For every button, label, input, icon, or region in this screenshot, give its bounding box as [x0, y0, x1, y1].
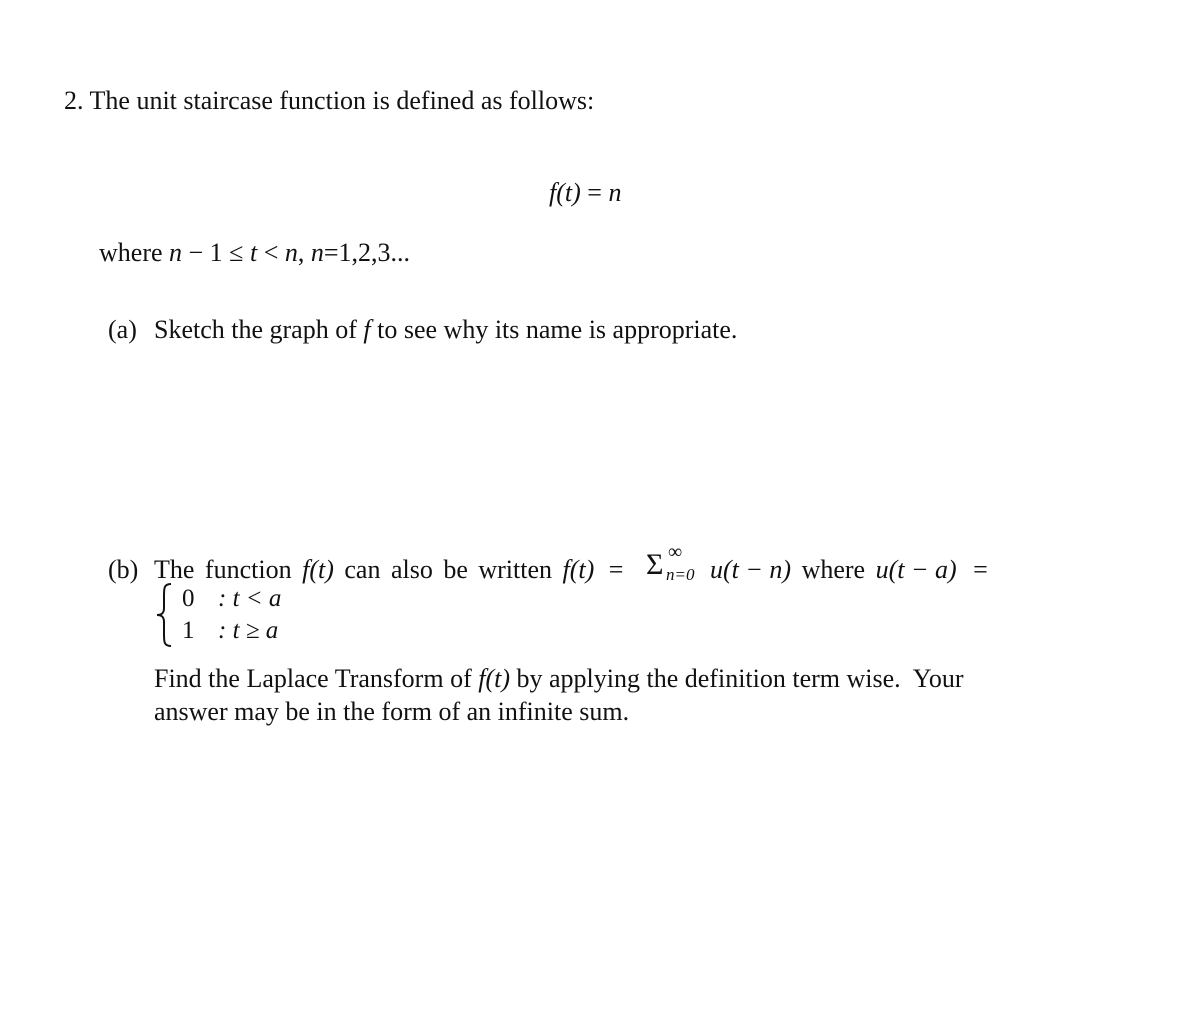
display-equation	[549, 180, 621, 206]
eq-argument: (t)	[556, 178, 581, 207]
part-a	[108, 317, 737, 343]
problem-heading	[64, 88, 594, 114]
case-2-value: 1	[182, 617, 195, 644]
part-b-f1: f	[302, 555, 310, 584]
where-n: n	[169, 238, 183, 267]
part-b-u2-arg: (t − a)	[888, 555, 957, 584]
where-word: where	[99, 238, 170, 267]
part-b-p1-after: by applying the definition term wise. Your	[510, 664, 964, 693]
part-b-eq2: =	[966, 555, 988, 584]
problem-intro: The unit staircase function is defined as follows:	[89, 86, 595, 115]
part-b-p1-arg: (t)	[485, 664, 511, 693]
part-b-eq1: =	[602, 555, 630, 584]
part-b-u2: u	[875, 555, 889, 584]
part-b-p1-f: f	[478, 664, 486, 693]
part-b-f2: f	[562, 555, 570, 584]
part-b-line1	[108, 541, 988, 584]
where-n2: n	[284, 238, 298, 267]
part-b-p2: answer may be in the form of an infinite sum.	[154, 697, 630, 726]
part-b-t3: where	[795, 555, 872, 584]
part-a-text-after: to see why its name is appropriate.	[370, 315, 738, 344]
part-b-instruction-line2	[154, 699, 629, 725]
part-b-u1: u	[709, 555, 723, 584]
part-b-u1-arg: (t − n)	[722, 555, 792, 584]
part-b-t1: The function	[154, 555, 303, 584]
part-b-label: (b)	[108, 555, 139, 584]
eq-equals: =	[580, 178, 609, 207]
where-t: t	[249, 238, 258, 267]
part-a-f: f	[363, 315, 371, 344]
part-b-t2: can also be written	[333, 555, 563, 584]
where-clause	[99, 240, 410, 266]
case-2-condition: : t ≥ a	[218, 617, 279, 644]
eq-rhs: n	[608, 178, 622, 207]
summation	[645, 541, 704, 584]
sigma-symbol: Σ	[645, 548, 664, 581]
where-minus-one: − 1 ≤	[182, 238, 250, 267]
sum-lower-limit: n=0	[665, 565, 695, 584]
part-a-text-before: Sketch the graph of	[154, 315, 364, 344]
part-b-a2: (t)	[569, 555, 595, 584]
sum-upper-limit: ∞	[667, 541, 683, 563]
part-b-p1-before: Find the Laplace Transform of	[154, 664, 479, 693]
where-tail: =1,2,3...	[323, 238, 411, 267]
part-b-instruction-line1	[154, 666, 964, 692]
part-b-a1: (t)	[309, 555, 334, 584]
case-1-condition: : t < a	[218, 585, 282, 612]
left-brace-icon	[154, 582, 176, 648]
eq-function-name: f	[549, 178, 557, 207]
case-row-1	[182, 586, 281, 611]
where-n3: n	[310, 238, 324, 267]
part-a-label: (a)	[108, 315, 137, 344]
case-1-value: 0	[182, 585, 195, 612]
problem-number: 2.	[64, 86, 84, 115]
case-row-2	[182, 618, 278, 643]
where-comma: ,	[297, 238, 311, 267]
piecewise-definition	[154, 582, 314, 648]
where-lt: <	[257, 238, 285, 267]
